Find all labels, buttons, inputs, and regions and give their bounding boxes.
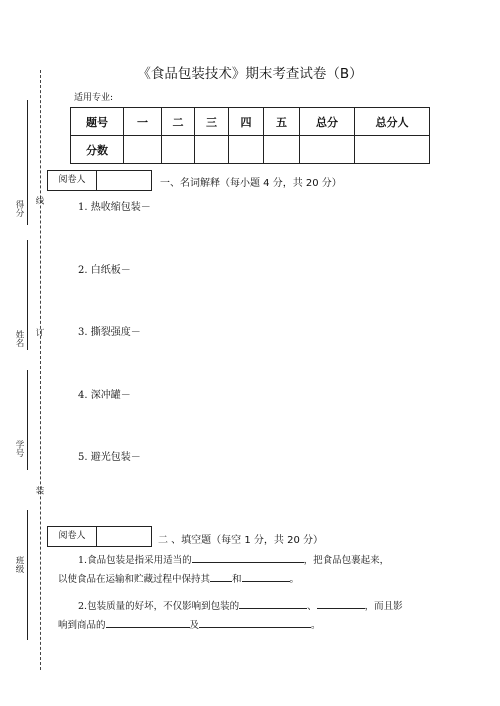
score-header-cell: 五 [264,108,300,136]
binding-class-label: 班级 [14,556,24,573]
score-header-cell: 二 [162,108,195,136]
page-title: 《食品包装技术》期末考查试卷（B） [137,66,363,82]
answer-blank[interactable] [199,616,311,628]
term-item: 3. 撕裂强度－ [78,327,141,338]
binding-dashed-line [40,70,41,670]
answer-blank[interactable] [242,570,290,582]
binding-divider [27,510,28,640]
score-header-cell: 一 [124,108,162,136]
score-table-header-row [71,108,430,136]
applicable-major-label: 适用专业: [74,93,114,103]
score-header-cell: 四 [229,108,264,136]
score-cell[interactable] [355,136,430,164]
score-header-cell: 总分人 [355,108,430,136]
question-text: 。 [311,620,321,631]
score-cell[interactable] [195,136,229,164]
fill-question-1 [58,551,452,589]
score-cell[interactable] [124,136,162,164]
fill-question-2-line1 [72,597,452,616]
score-header-cell: 题号 [71,108,124,136]
section2-heading: 二 、填空题（每空 1 分，共 20 分） [158,535,323,546]
question-text: 及 [189,620,200,631]
term-item: 1. 热收缩包装－ [78,202,151,213]
grader-box [47,170,152,191]
binding-divider [27,370,28,470]
question-text: 2.包装质量的好坏，不仅影响到包装的 [78,601,240,612]
question-text: 1.食品包装是指采用适当的 [78,555,192,566]
answer-blank[interactable] [210,570,232,582]
question-text: 和 [232,574,242,585]
term-item: 5. 避光包装－ [78,452,141,463]
answer-blank[interactable] [106,616,190,628]
section1-heading: 一、名词解释（每小题 4 分，共 20 分） [160,178,342,189]
grader-label: 阅卷人 [48,171,97,190]
fill-question-1-line1 [72,551,452,570]
answer-blank[interactable] [317,597,365,609]
binding-divider [27,240,28,350]
score-header-cell: 总分 [300,108,355,136]
score-cell[interactable] [162,136,195,164]
term-item: 4. 深冲罐－ [78,390,131,401]
binding-zhuang-label: 装 [34,486,44,495]
grader-signature-field[interactable] [97,527,151,546]
answer-blank[interactable] [192,551,304,563]
score-cell[interactable] [300,136,355,164]
question-text: 、 [307,601,317,612]
question-text: 以使食品在运输和贮藏过程中保持其 [58,574,211,585]
binding-name-label: 姓名 [14,330,24,347]
score-table-score-row [71,136,430,164]
score-cell[interactable] [264,136,300,164]
binding-divider [27,100,28,225]
score-row-label: 分数 [71,136,124,164]
grader-box [47,526,152,547]
score-header-cell: 三 [195,108,229,136]
grader-label: 阅卷人 [48,527,97,546]
question-text: 响到商品的 [58,620,106,631]
binding-line-label: 线 [34,196,44,205]
term-item: 2. 白纸板－ [78,265,131,276]
binding-score-label: 得分 [14,200,24,217]
score-cell[interactable] [229,136,264,164]
question-text: ，而且影 [364,601,403,612]
grader-signature-field[interactable] [97,171,151,190]
fill-question-2-line2 [58,616,452,635]
question-text: ，把食品包裹起来， [303,555,390,566]
answer-blank[interactable] [239,597,307,609]
binding-ding-label: 订 [34,328,44,337]
score-table [70,107,430,164]
fill-question-1-line2 [58,570,452,589]
binding-student-id-label: 学号 [14,440,24,457]
fill-question-2 [58,597,452,635]
question-text: 。 [289,574,300,585]
